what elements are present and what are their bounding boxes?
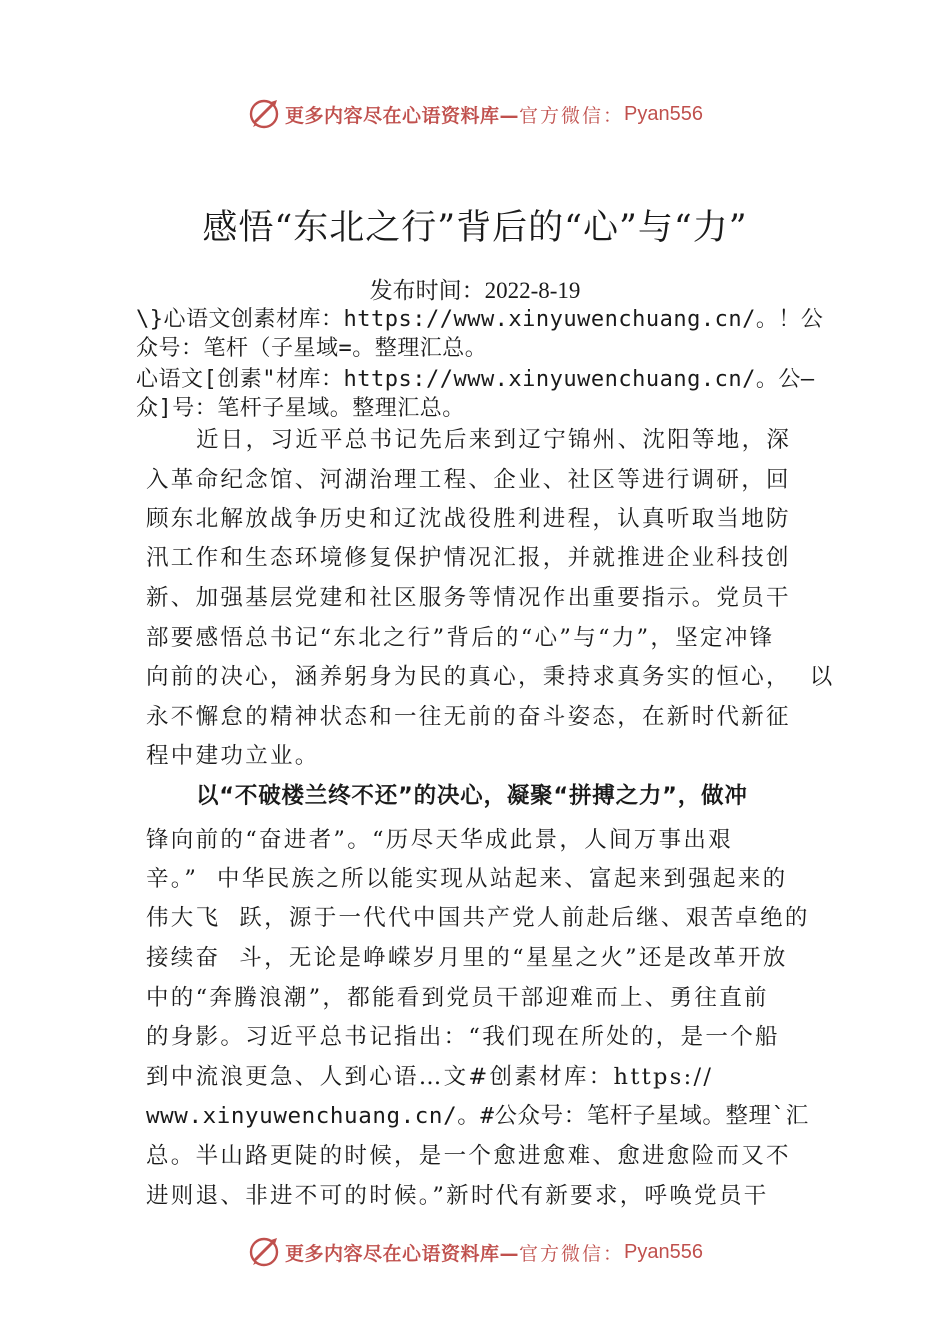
source-line: 众号：笔杆（子星域=。整理汇总。 <box>136 336 488 361</box>
publish-date: 发布时间：2022-8-19 <box>369 278 581 303</box>
body-line: 入革命纪念馆、河湖治理工程、企业、社区等进行调研，回 <box>146 467 791 493</box>
banner-wechat-id: Pyan556 <box>624 102 703 125</box>
header-banner <box>0 94 950 134</box>
pen-logo-icon <box>247 1235 281 1269</box>
body-line: www.xinyuwenchuang.cn/。#公众号：笔杆子星域。整理`汇 <box>146 1103 809 1129</box>
body-line: 到中流浪更急、人到心语…文#创素材库：https:// <box>146 1064 714 1090</box>
body-line: 伟大飞 跃，源于一代代中国共产党人前赴后继、艰苦卓绝的 <box>146 905 810 931</box>
body-line: 顾东北解放战争历史和辽沈战役胜利进程，认真听取当地防 <box>146 506 791 532</box>
source-line: \}心语文创素材库：https://www.xinyuwenchuang.cn/。！公 <box>136 307 824 332</box>
body-line: 新、加强基层党建和社区服务等情况作出重要指示。党员干 <box>146 585 791 611</box>
banner-wechat-id: Pyan556 <box>624 1240 703 1263</box>
body-line: 向前的决心，涵养躬身为民的真心，秉持求真务实的恒心， 以 <box>146 664 835 690</box>
banner-text: 更多内容尽在心语资料库— <box>285 1242 520 1265</box>
body-line: 部要感悟总书记“东北之行”背后的“心”与“力”，坚定冲锋 <box>146 625 775 651</box>
body-line: 的身影。习近平总书记指出：“我们现在所处的，是一个船 <box>146 1024 780 1050</box>
body-line: 进则退、非进不可的时候。”新时代有新要求，呼唤党员干 <box>146 1183 769 1209</box>
source-line: 心语文[创素"材库：https://www.xinyuwenchuang.cn/。公— <box>136 367 815 392</box>
body-line: 辛。” 中华民族之所以能实现从站起来、富起来到强起来的 <box>146 866 788 892</box>
body-line: 程中建功立业。 <box>146 743 320 769</box>
source-line: 众]号：笔杆子星域。整理汇总。 <box>136 396 465 421</box>
body-line: 总。半山路更陡的时候，是一个愈进愈难、愈进愈险而又不 <box>146 1143 791 1169</box>
banner-text: 更多内容尽在心语资料库— <box>285 104 520 127</box>
body-line: 永不懈怠的精神状态和一往无前的奋斗姿态，在新时代新征 <box>146 704 791 730</box>
body-line: 接续奋 斗，无论是峥嵘岁月里的“星星之火”还是改革开放 <box>146 945 788 971</box>
body-line: 中的“奔腾浪潮”，都能看到党员干部迎难而上、勇往直前 <box>146 985 769 1011</box>
banner-wechat-label: 官方微信： <box>519 104 625 127</box>
banner-wechat-label: 官方微信： <box>519 1242 625 1265</box>
body-line: 汛工作和生态环境修复保护情况汇报，并就推进企业科技创 <box>146 545 791 571</box>
footer-banner <box>0 1232 950 1272</box>
pen-logo-icon <box>247 97 281 131</box>
section-heading: 以“不破楼兰终不还”的决心，凝聚“拼搏之力”，做冲 <box>196 783 748 809</box>
page-title: 感悟“东北之行”背后的“心”与“力” <box>202 208 748 248</box>
body-line: 近日，习近平总书记先后来到辽宁锦州、沈阳等地，深 <box>196 427 792 453</box>
body-line: 锋向前的“奋进者”。“历尽天华成此景，人间万事出艰 <box>146 827 734 853</box>
